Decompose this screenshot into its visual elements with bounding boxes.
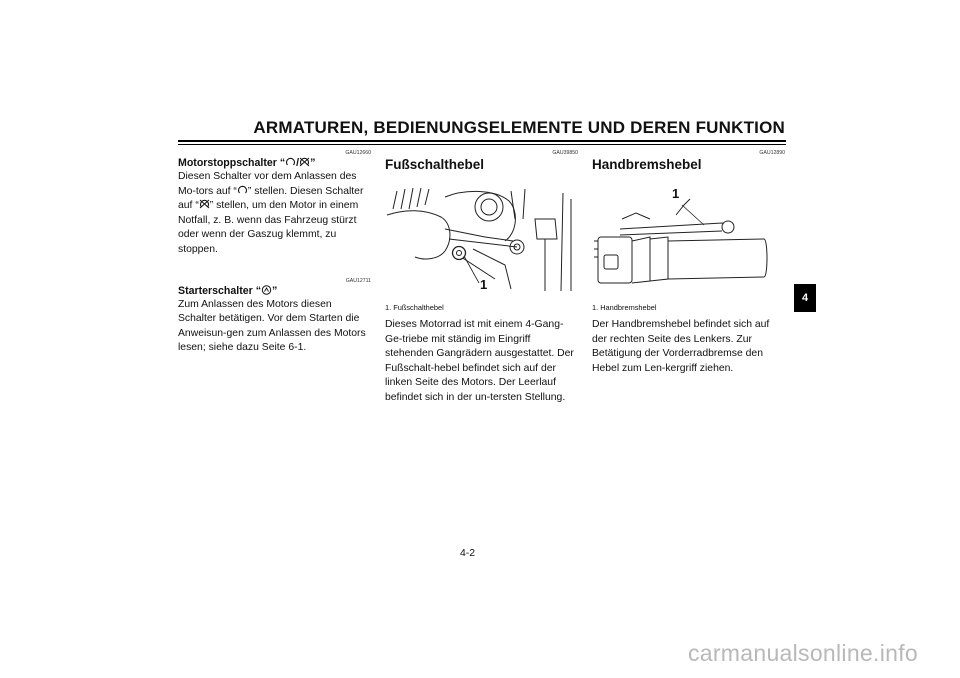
brake-lever-text: Der Handbremshebel befindet sich auf der rechten Seite des Lenkers. Zur Betätigung der Vorderradbremse den Hebel zum Len-kergriff ziehen. <box>592 319 770 374</box>
brake-lever-title: Handbremshebel <box>592 157 702 172</box>
section-code: GAU12890 <box>759 150 785 156</box>
page-title: ARMATUREN, BEDIENUNGSELEMENTE UND DEREN FUNKTION <box>253 118 785 137</box>
figure-caption: 1. Fußschalthebel <box>385 303 444 312</box>
engine-stop-icon <box>199 199 210 209</box>
starter-switch-heading: Starterschalter “ ” <box>178 284 278 297</box>
starter-icon <box>261 285 272 295</box>
shift-pedal-text: Dieses Motorrad ist mit einem 4-Gang-Ge-triebe mit ständig im Eingriff stehenden Gangrädern ausgestattet. Der Fußschalt-hebel befindet sich auf der linken Seite des Motors. Der Leerlauf befindet sich in der un-tersten Stellung. <box>385 319 574 403</box>
header-rule <box>178 140 786 142</box>
column-middle <box>385 150 578 406</box>
section-code: GAU39850 <box>552 150 578 156</box>
figure-caption: 1. Handbremshebel <box>592 303 657 312</box>
brake-lever-illustration <box>592 179 785 299</box>
brake-lever-figure <box>592 179 785 299</box>
section-code: GAU12660 <box>345 150 371 156</box>
shift-pedal-title: Fußschalthebel <box>385 157 485 172</box>
engine-stop-switch-text: Diesen Schalter vor dem Anlassen des Mo-tors auf “ ” stellen. Diesen Schalter auf “ ” stellen, um den Motor in einem Notfall, z. B. wenn das Fahrzeug stürzt oder wenn der Gaszug klemmt, zu stoppen. <box>178 171 364 255</box>
column-left <box>178 150 371 356</box>
column-right <box>592 150 785 376</box>
callout-number: 1 <box>480 277 488 292</box>
shift-pedal-figure <box>385 179 578 299</box>
engine-stop-icon <box>299 157 310 167</box>
chapter-tab: 4 <box>794 284 816 312</box>
watermark: carmanualsonline.info <box>687 640 918 666</box>
page-number: 4-2 <box>460 548 476 559</box>
section-code: GAU12711 <box>345 277 371 284</box>
header-rule-thin <box>178 144 786 145</box>
engine-stop-switch-heading: Motorstoppschalter “ / ” <box>178 157 316 169</box>
engine-run-icon <box>285 157 296 167</box>
starter-switch-text: Zum Anlassen des Motors diesen Schalter betätigen. Vor dem Starten die Anweisun-gen zum Anlassen des Motors lesen; siehe dazu Seite 6-1. <box>178 298 366 354</box>
engine-run-icon <box>237 185 248 195</box>
callout-number: 1 <box>672 186 680 201</box>
